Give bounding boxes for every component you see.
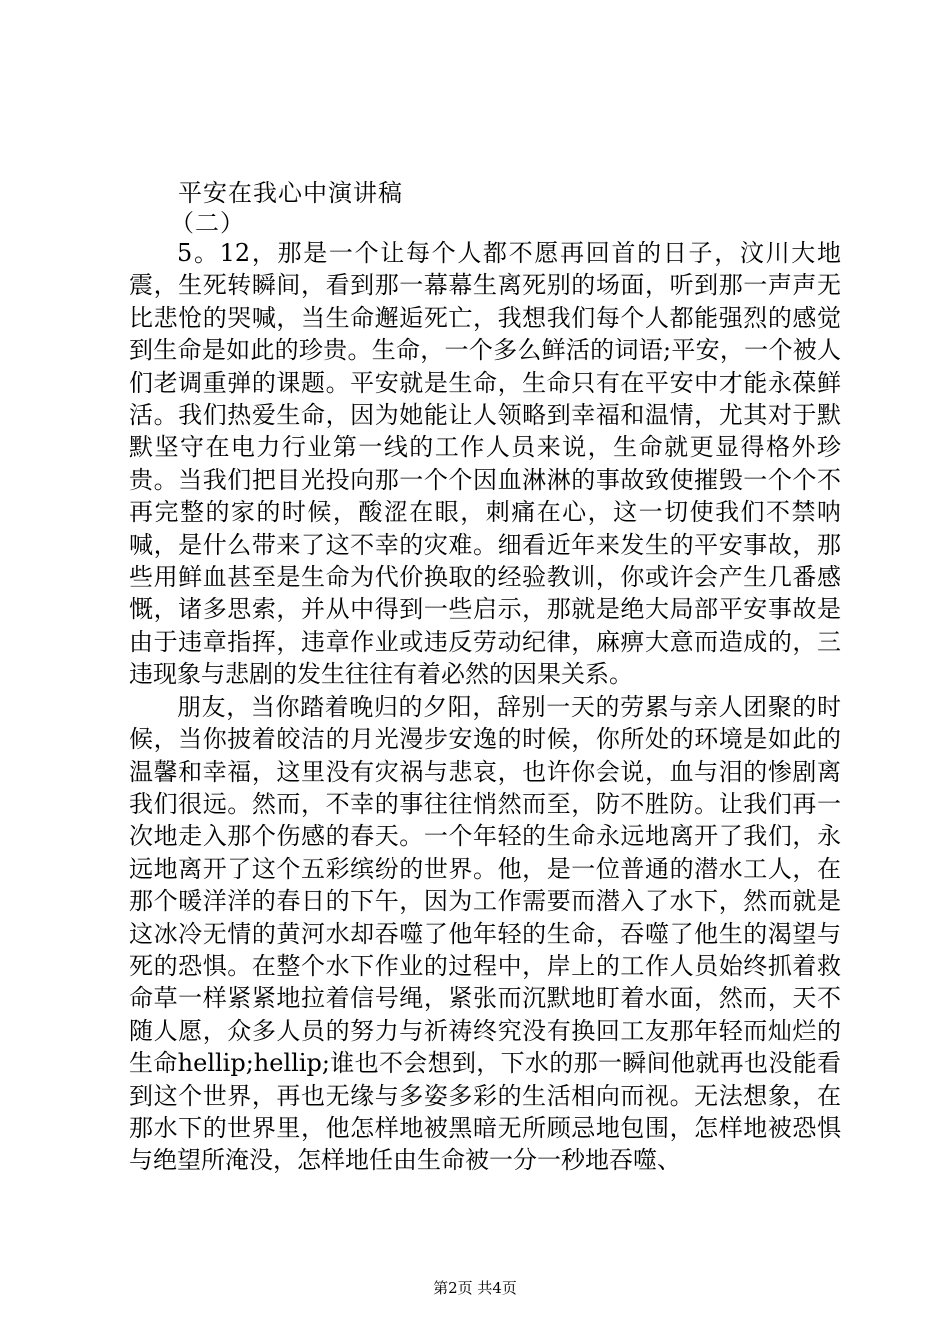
- document-subtitle: （二）: [170, 209, 245, 237]
- document-title: 平安在我心中演讲稿: [178, 179, 403, 207]
- paragraph: 5。12，那是一个让每个人都不愿再回首的日子，汶川大地震，生死转瞬间，看到那一幕幕生离死别的场面，听到那一声声无比悲怆的哭喊，当生命邂逅死亡，我想我们每个人都能强烈的感觉到生命是如此的珍贵。生命，一个多么鲜活的词语;平安，一个被人们老调重弹的课题。平安就是生命，生命只有在平安中才能永葆鲜活。我们热爱生命，因为她能让人领略到幸福和温情，尤其对于默默坚守在电力行业第一线的工作人员来说，生命就更显得格外珍贵。当我们把目光投向那一个个因血淋淋的事故致使摧毁一个个不再完整的家的时候，酸涩在眼，刺痛在心，这一切使我们不禁呐喊，是什么带来了这不幸的灾难。细看近年来发生的平安事故，那些用鲜血甚至是生命为代价换取的经验教训，你或许会产生几番感慨，诸多思索，并从中得到一些启示，那就是绝大局部平安事故是由于违章指挥，违章作业或违反劳动纪律，麻痹大意而造成的，三违现象与悲剧的发生往往有着必然的因果关系。: [129, 239, 841, 689]
- page-number-footer: 第2页 共4页: [433, 1279, 517, 1297]
- document-body: [129, 237, 841, 1177]
- paragraph: 朋友，当你踏着晚归的夕阳，辞别一天的劳累与亲人团聚的时候，当你披着皎洁的月光漫步安逸的时候，你所处的环境是如此的温馨和幸福，这里没有灾祸与悲哀，也许你会说，血与泪的惨剧离我们很远。然而，不幸的事往往悄然而至，防不胜防。让我们再一次地走入那个伤感的春天。一个年轻的生命永远地离开了我们，永远地离开了这个五彩缤纷的世界。他，是一位普通的潜水工人，在那个暖洋洋的春日的下午，因为工作需要而潜入了水下，然而就是这冰冷无情的黄河水却吞噬了他年轻的生命，吞噬了他生的渴望与死的恐惧。在整个水下作业的过程中，岸上的工作人员始终抓着救命草一样紧紧地拉着信号绳，紧张而沉默地盯着水面，然而，天不随人愿，众多人员的努力与祈祷终究没有换回工友那年轻而灿烂的生命hellip;hellip;谁也不会想到，下水的那一瞬间他就再也没能看到这个世界，再也无缘与多姿多彩的生活相向而视。无法想象，在那水下的世界里，他怎样地被黑暗无所顾忌地包围，怎样地被恐惧与绝望所淹没，怎样地任由生命被一分一秒地吞噬、: [129, 692, 841, 1175]
